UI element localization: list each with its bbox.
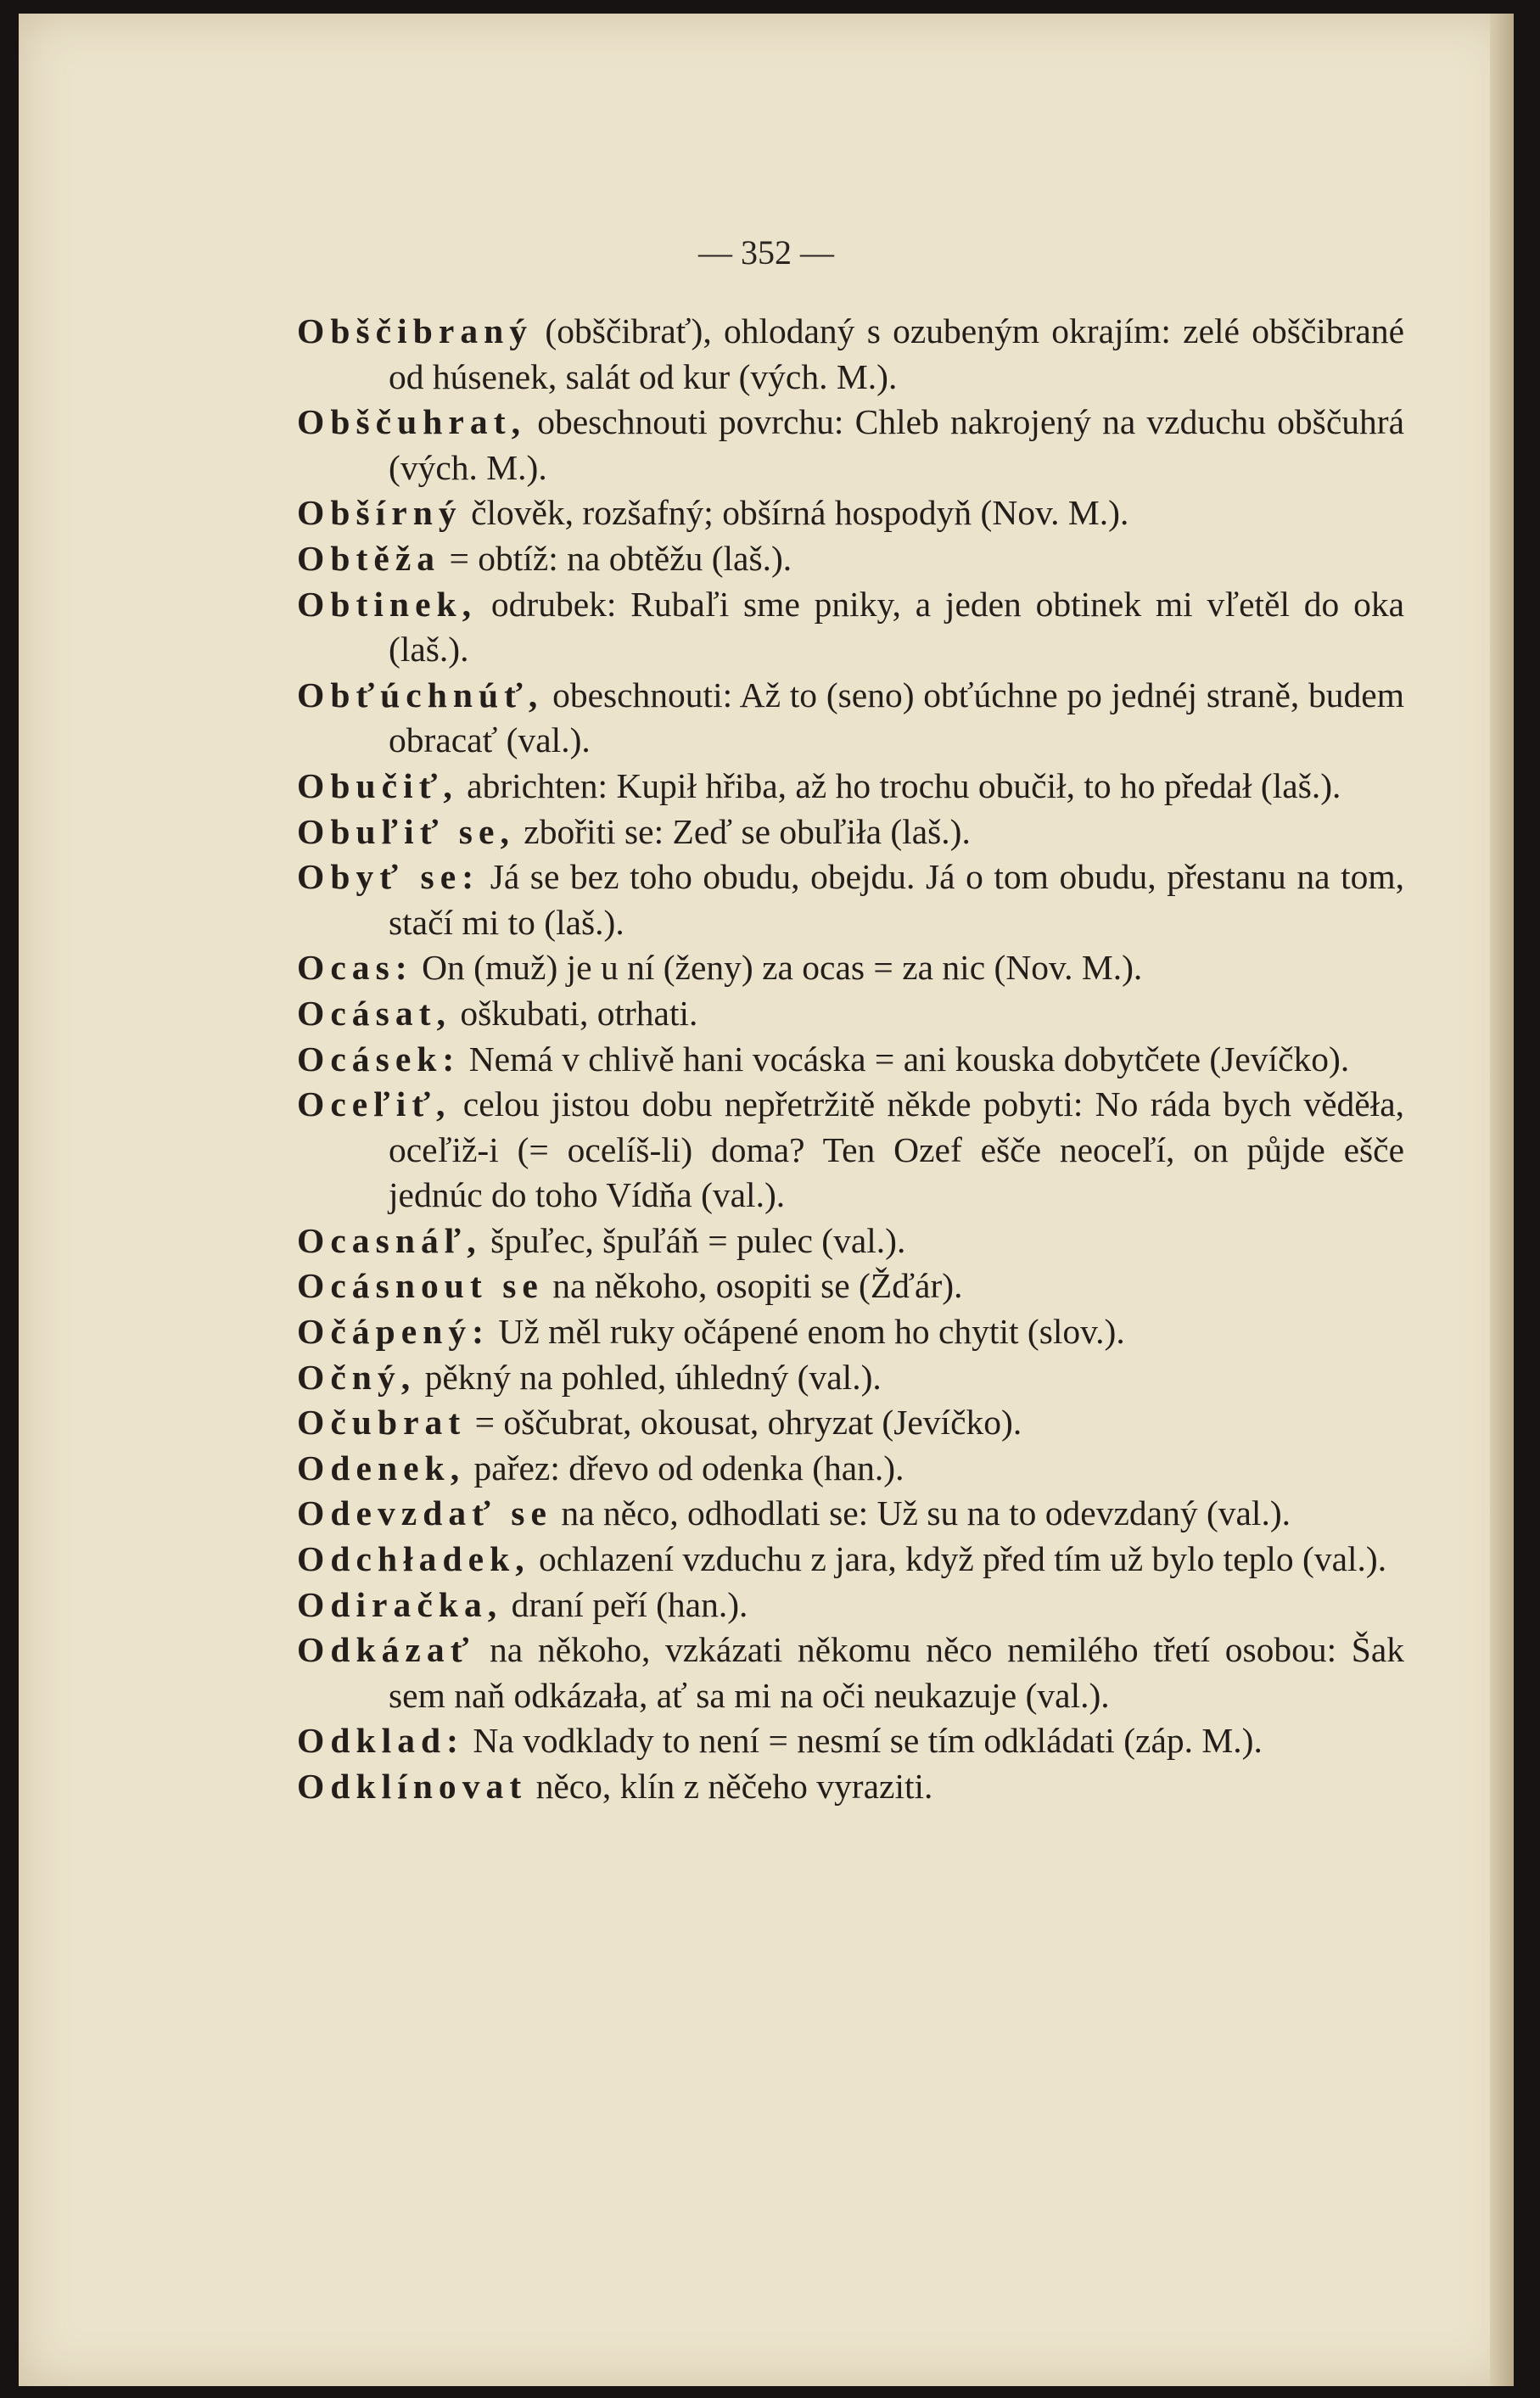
entry-text: draní peří (han.). <box>511 1584 748 1624</box>
entry <box>297 1082 1404 1219</box>
entry <box>297 945 1404 991</box>
entry-text: pařez: dřevo od odenka (han.). <box>473 1448 904 1488</box>
entry-headword: Obtěža <box>297 538 441 578</box>
entry <box>297 1491 1404 1537</box>
entry <box>297 1446 1404 1492</box>
entry <box>297 1718 1404 1764</box>
entry-headword: Obučiť, <box>297 765 458 805</box>
entry <box>297 400 1404 490</box>
entry-headword: Ocasnáľ, <box>297 1220 482 1260</box>
entry-headword: Odkázať <box>297 1630 475 1670</box>
entry-headword: Odiračka, <box>297 1584 503 1624</box>
entry-text: něco, klín z něčeho vyraziti. <box>535 1767 933 1806</box>
entry-text: Už měl ruky očápené enom ho chytit (slov.). <box>498 1312 1125 1352</box>
entry <box>297 1309 1404 1355</box>
entry-text: (obščibrať), ohlodaný s ozubeným okrajím: zelé obščibrané od húsenek, salát od kur (vých. M.). <box>389 311 1404 396</box>
entry-headword: Odklínovat <box>297 1767 528 1806</box>
entry-text: = oščubrat, okousat, ohryzat (Jevíčko). <box>474 1403 1022 1443</box>
entry-text: Nemá v chlivě hani vocáska = ani kouska dobytčete (Jevíčko). <box>468 1039 1350 1079</box>
entry-text: Na vodklady to není = nesmí se tím odkládati (záp. M.). <box>473 1721 1263 1761</box>
entry-headword: Obtinek, <box>297 584 478 624</box>
entry <box>297 1037 1404 1083</box>
entry <box>297 673 1404 764</box>
entry-headword: Odevzdať se <box>297 1493 552 1533</box>
entry-text: On (muž) je u ní (ženy) za ocas = za nic (Nov. M.). <box>422 948 1143 988</box>
entry <box>297 1583 1404 1628</box>
entry-text: na něco, odhodlati se: Už su na to odevzdaný (val.). <box>561 1493 1291 1533</box>
entry-headword: Ocásat, <box>297 993 451 1033</box>
page-edge <box>1490 14 1514 2386</box>
entry-text: špuľec, špuľáň = pulec (val.). <box>490 1220 906 1260</box>
page-number: — 352 — <box>698 233 834 272</box>
entry-text: člověk, rozšafný; obšírná hospodyň (Nov. M.). <box>471 493 1129 533</box>
entry <box>297 764 1404 810</box>
entry-text: na někoho, vzkázati někomu něco nemilého třetí osobou: Šak sem naň odkázała, ať sa mi na oči neukazuje (val.). <box>389 1630 1405 1715</box>
entry <box>297 1400 1404 1446</box>
entry <box>297 309 1404 400</box>
entry <box>297 1263 1404 1309</box>
entry-text: obeschnouti: Až to (seno) obťúchne po jednéj straně, budem obracať (val.). <box>389 675 1405 760</box>
entry-headword: Obšírný <box>297 493 462 533</box>
entry-headword: Obťúchnúť, <box>297 675 544 714</box>
entry <box>297 1537 1404 1583</box>
entry-headword: Obščuhrat, <box>297 402 527 442</box>
entry <box>297 490 1404 536</box>
entry-headword: Odchładek, <box>297 1539 530 1579</box>
entry-headword: Odklad: <box>297 1721 465 1761</box>
entry <box>297 854 1404 945</box>
entry <box>297 1764 1404 1810</box>
entry-headword: Odenek, <box>297 1448 466 1488</box>
entry-headword: Oceľiť, <box>297 1084 451 1124</box>
entry-text: zbořiti se: Zeď se obuľiła (laš.). <box>524 811 971 851</box>
entry-headword: Očubrat <box>297 1403 467 1443</box>
entry-text: pěkný na pohled, úhledný (val.). <box>424 1357 882 1397</box>
entry-text: oškubati, otrhati. <box>460 993 698 1033</box>
entry-text: Já se bez toho obudu, obejdu. Já o tom obudu, přestanu na tom, stačí mi to (laš.). <box>389 857 1405 942</box>
entry <box>297 991 1404 1037</box>
entry-text: celou jistou dobu nepřetržitě někde pobyti: No ráda bych věděła, oceľiž-i (= ocelíš-li) doma? Ten Ozef ešče neoceľí, on půjde ešče jednúc do toho Vídňa (val.). <box>389 1084 1405 1215</box>
entry-headword: Ocas: <box>297 948 413 988</box>
entry-headword: Obuľiť se, <box>297 811 515 851</box>
entry-text: na někoho, osopiti se (Žďár). <box>552 1266 963 1306</box>
entry <box>297 810 1404 855</box>
entry <box>297 1219 1404 1264</box>
entry-headword: Ocásnout se <box>297 1266 544 1306</box>
entry-headword: Ocásek: <box>297 1039 461 1079</box>
entry <box>297 582 1404 673</box>
entry-headword: Očný, <box>297 1357 417 1397</box>
entry-text: abrichten: Kupił hřiba, až ho trochu obučił, to ho předał (laš.). <box>467 765 1341 805</box>
entry-headword: Obyť se: <box>297 857 480 897</box>
entry-headword: Očápený: <box>297 1312 490 1352</box>
entry <box>297 1628 1404 1718</box>
dictionary-entries <box>297 309 1404 1810</box>
entry-text: = obtíž: na obtěžu (laš.). <box>449 538 792 578</box>
entry <box>297 536 1404 582</box>
entry-text: obeschnouti povrchu: Chleb nakrojený na vzduchu obščuhrá (vých. M.). <box>389 402 1404 487</box>
entry-text: odrubek: Rubaľi sme pniky, a jeden obtinek mi vľetěl do oka (laš.). <box>389 584 1405 670</box>
entry-text: ochlazení vzduchu z jara, když před tím už bylo teplo (val.). <box>539 1539 1387 1579</box>
entry-headword: Obščibraný <box>297 311 534 350</box>
entry <box>297 1355 1404 1401</box>
book-page <box>19 14 1514 2386</box>
